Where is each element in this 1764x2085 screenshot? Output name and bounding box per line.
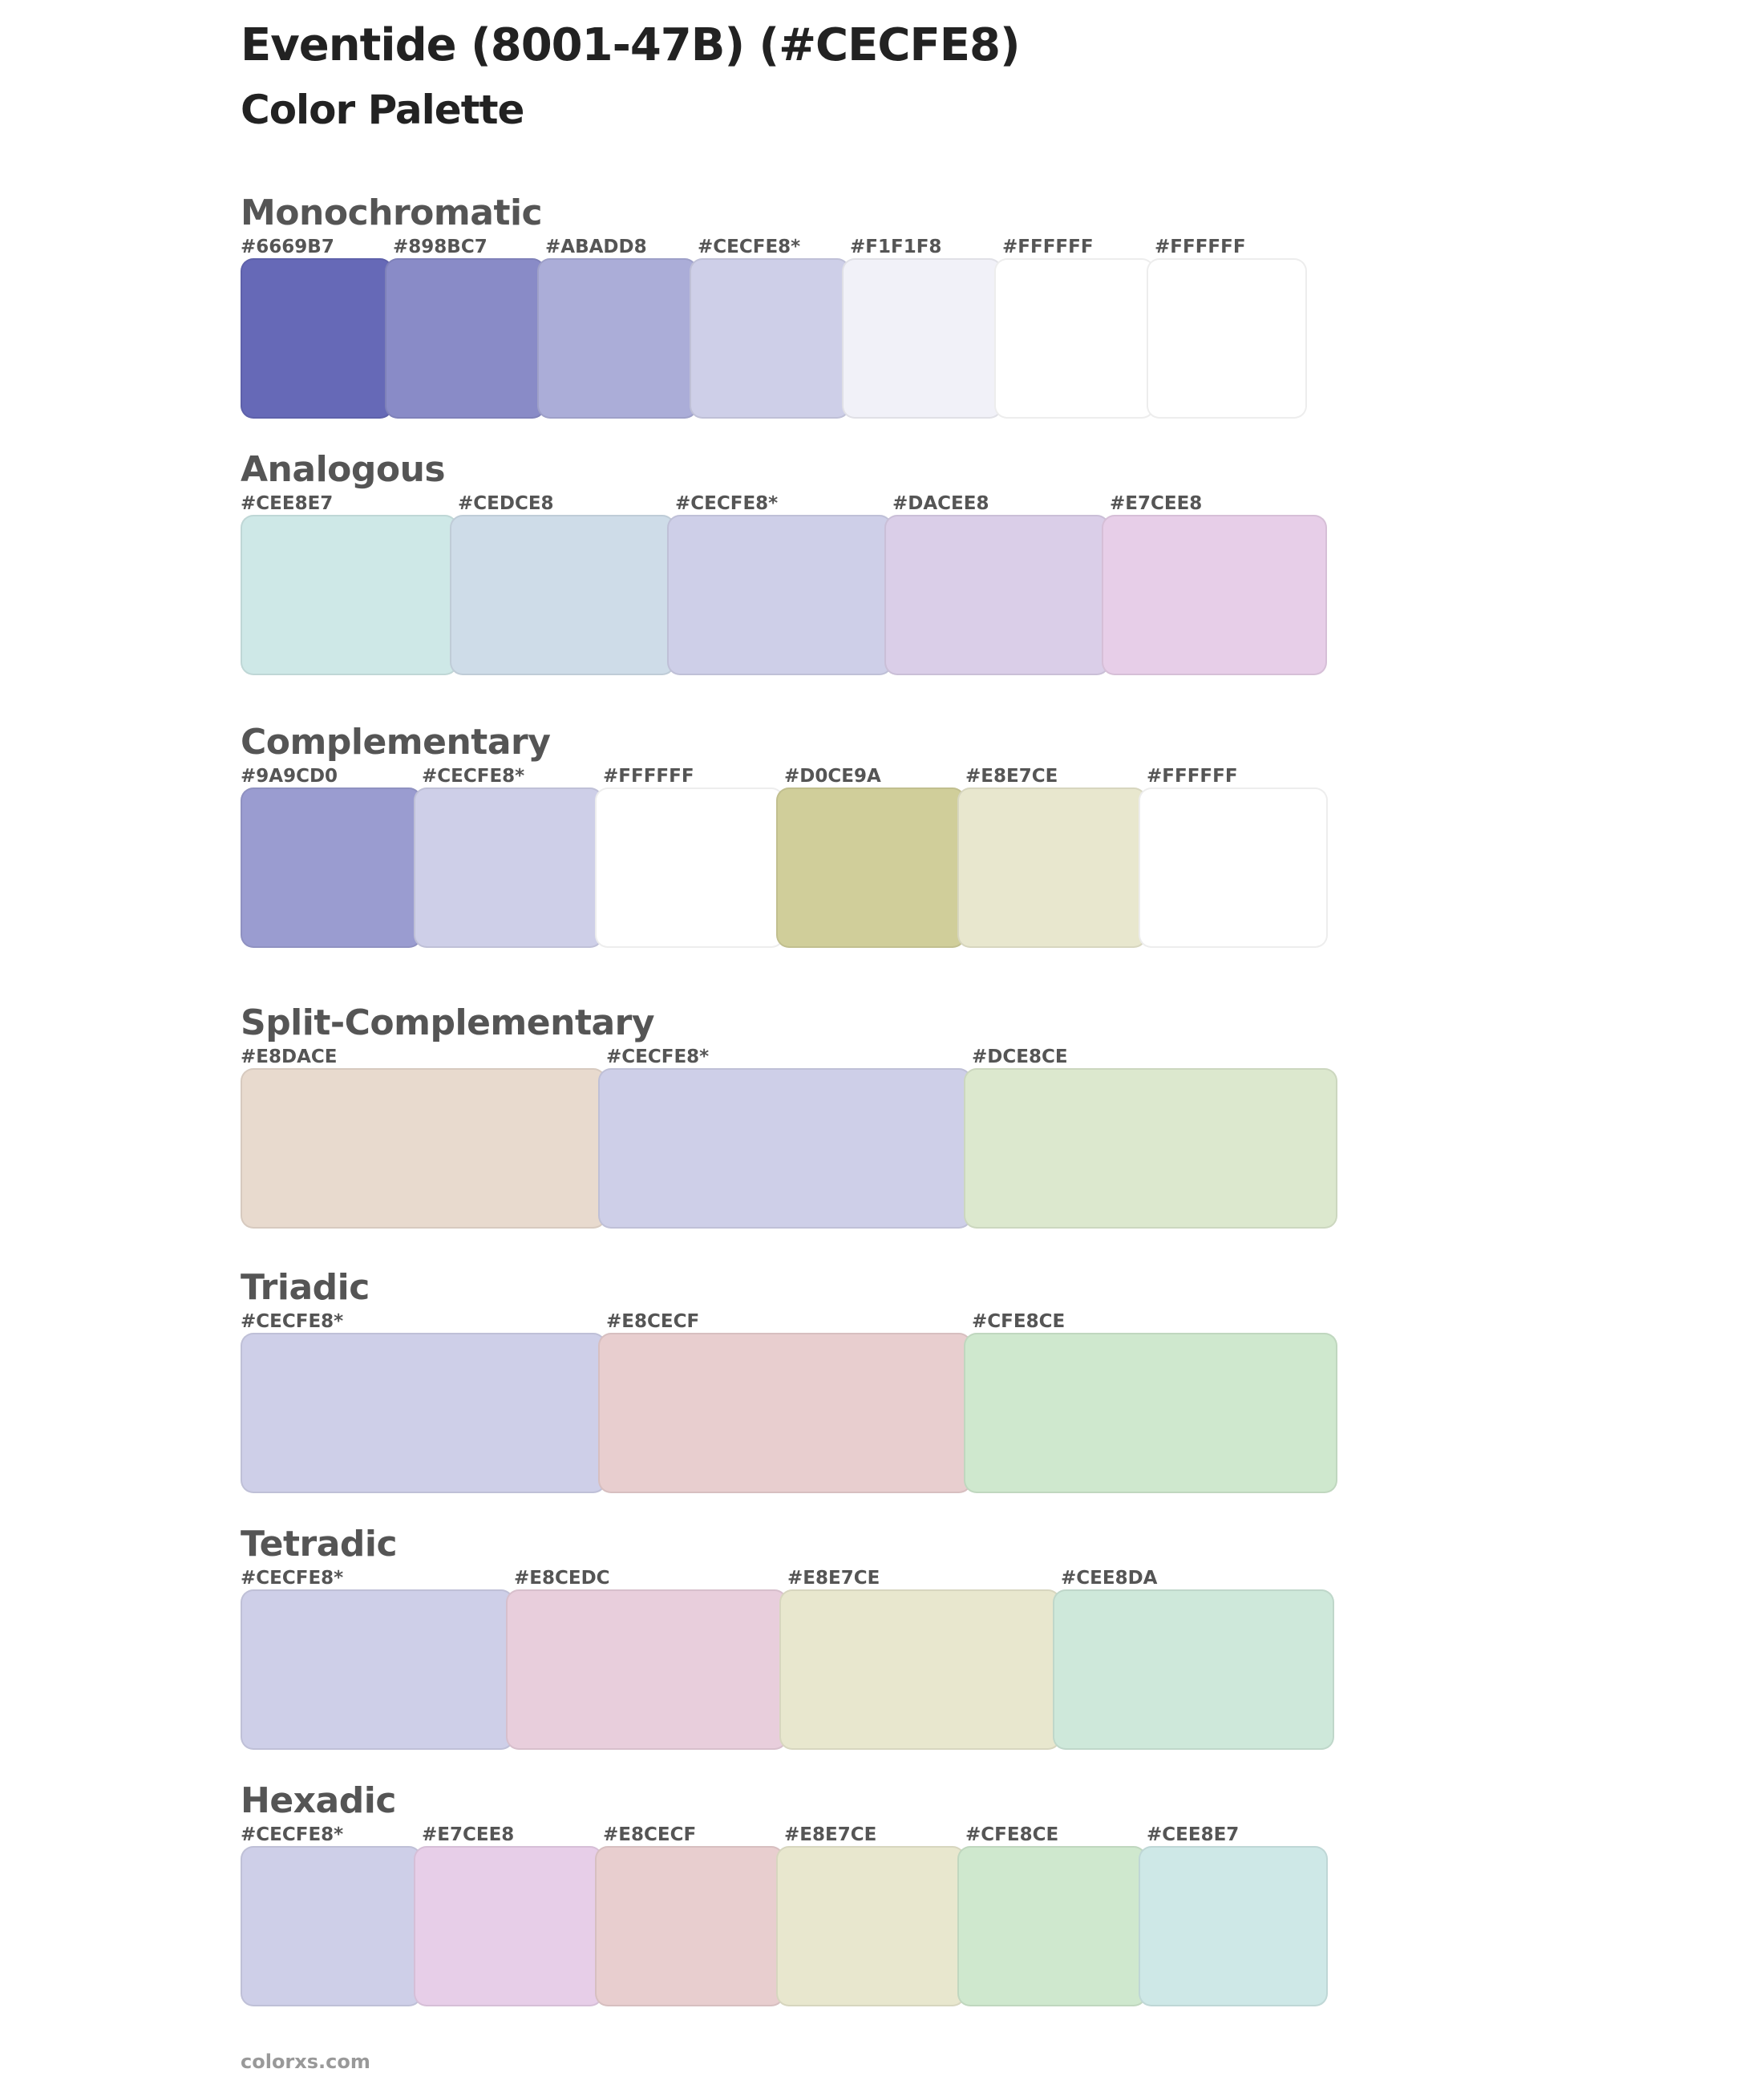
swatch-hex-label: #E8DACE (241, 1047, 338, 1067)
swatch-color-chip[interactable] (385, 258, 545, 419)
color-swatch[interactable] (603, 765, 784, 948)
swatch-color-chip[interactable] (957, 1846, 1147, 2006)
color-swatch[interactable] (241, 1310, 606, 1493)
swatch-hex-label: #FFFFFF (1002, 237, 1094, 257)
color-swatch[interactable] (784, 1824, 965, 2006)
color-swatch[interactable] (1147, 1824, 1328, 2006)
color-swatch[interactable] (422, 765, 603, 948)
swatch-color-chip[interactable] (776, 787, 965, 948)
swatch-hex-label: #FFFFFF (603, 766, 694, 787)
swatch-color-chip[interactable] (598, 1333, 972, 1493)
swatch-color-chip[interactable] (690, 258, 850, 419)
section-title: Monochromatic (241, 192, 543, 233)
color-swatch[interactable] (458, 492, 675, 675)
color-swatch[interactable] (972, 1046, 1337, 1229)
swatch-hex-label: #9A9CD0 (241, 766, 338, 787)
swatch-color-chip[interactable] (1139, 787, 1328, 948)
color-swatch[interactable] (606, 1310, 972, 1493)
color-swatch[interactable] (241, 765, 422, 948)
color-swatch[interactable] (787, 1567, 1061, 1750)
swatch-hex-label: #CECFE8* (422, 766, 525, 787)
swatch-color-chip[interactable] (241, 515, 458, 675)
swatch-color-chip[interactable] (241, 1589, 514, 1750)
color-swatch[interactable] (1061, 1567, 1334, 1750)
swatch-hex-label: #898BC7 (393, 237, 488, 257)
swatch-color-chip[interactable] (241, 1846, 422, 2006)
swatch-hex-label: #CEE8E7 (241, 493, 334, 514)
section-title: Hexadic (241, 1780, 396, 1821)
color-swatch[interactable] (241, 1046, 606, 1229)
swatch-hex-label: #CEDCE8 (458, 493, 554, 514)
swatch-color-chip[interactable] (667, 515, 892, 675)
section-title: Analogous (241, 449, 446, 490)
swatch-color-chip[interactable] (957, 787, 1147, 948)
swatch-hex-label: #CECFE8* (698, 237, 801, 257)
swatch-row (241, 1567, 1334, 1750)
swatch-color-chip[interactable] (241, 787, 422, 948)
swatch-hex-label: #DACEE8 (892, 493, 989, 514)
swatch-hex-label: #E8CECF (606, 1311, 700, 1332)
swatch-hex-label: #E7CEE8 (422, 1824, 515, 1845)
swatch-hex-label: #E7CEE8 (1110, 493, 1203, 514)
color-swatch[interactable] (784, 765, 965, 948)
swatch-row (241, 492, 1327, 675)
swatch-color-chip[interactable] (506, 1589, 787, 1750)
swatch-color-chip[interactable] (884, 515, 1110, 675)
swatch-hex-label: #CECFE8* (241, 1311, 344, 1332)
color-swatch[interactable] (698, 236, 850, 419)
swatch-hex-label: #FFFFFF (1147, 766, 1238, 787)
color-swatch[interactable] (1110, 492, 1327, 675)
swatch-hex-label: #E8CECF (603, 1824, 697, 1845)
swatch-row (241, 765, 1328, 948)
swatch-color-chip[interactable] (994, 258, 1155, 419)
swatch-color-chip[interactable] (241, 1068, 606, 1229)
swatch-color-chip[interactable] (537, 258, 698, 419)
swatch-color-chip[interactable] (964, 1333, 1337, 1493)
swatch-hex-label: #CECFE8* (241, 1568, 344, 1589)
color-swatch[interactable] (241, 236, 393, 419)
swatch-hex-label: #DCE8CE (972, 1047, 1068, 1067)
swatch-hex-label: #ABADD8 (545, 237, 647, 257)
swatch-row (241, 1824, 1328, 2006)
swatch-hex-label: #E8E7CE (787, 1568, 880, 1589)
swatch-color-chip[interactable] (241, 258, 393, 419)
color-swatch[interactable] (1002, 236, 1155, 419)
swatch-color-chip[interactable] (595, 1846, 784, 2006)
swatch-row (241, 1310, 1337, 1493)
swatch-color-chip[interactable] (1147, 258, 1307, 419)
swatch-hex-label: #CECFE8* (675, 493, 779, 514)
color-swatch[interactable] (514, 1567, 787, 1750)
swatch-hex-label: #E8E7CE (965, 766, 1058, 787)
swatch-color-chip[interactable] (414, 1846, 603, 2006)
swatch-color-chip[interactable] (842, 258, 1002, 419)
swatch-row (241, 236, 1307, 419)
swatch-hex-label: #CFE8CE (965, 1824, 1059, 1845)
section-title: Tetradic (241, 1524, 398, 1565)
swatch-color-chip[interactable] (414, 787, 603, 948)
color-swatch[interactable] (965, 1824, 1147, 2006)
color-swatch[interactable] (1147, 765, 1328, 948)
color-swatch[interactable] (1155, 236, 1307, 419)
swatch-hex-label: #E8E7CE (784, 1824, 877, 1845)
swatch-hex-label: #CECFE8* (606, 1047, 710, 1067)
swatch-color-chip[interactable] (450, 515, 675, 675)
swatch-row (241, 1046, 1337, 1229)
swatch-color-chip[interactable] (1053, 1589, 1334, 1750)
color-swatch[interactable] (972, 1310, 1337, 1493)
swatch-color-chip[interactable] (964, 1068, 1337, 1229)
swatch-color-chip[interactable] (595, 787, 784, 948)
color-swatch[interactable] (965, 765, 1147, 948)
swatch-color-chip[interactable] (776, 1846, 965, 2006)
page-title: Eventide (8001-47B) (#CECFE8) (241, 19, 1020, 71)
color-swatch[interactable] (892, 492, 1110, 675)
color-swatch[interactable] (545, 236, 698, 419)
swatch-color-chip[interactable] (241, 1333, 606, 1493)
swatch-hex-label: #FFFFFF (1155, 237, 1246, 257)
swatch-hex-label: #CFE8CE (972, 1311, 1066, 1332)
swatch-color-chip[interactable] (598, 1068, 972, 1229)
color-swatch[interactable] (241, 492, 458, 675)
color-swatch[interactable] (393, 236, 545, 419)
color-swatch[interactable] (603, 1824, 784, 2006)
swatch-hex-label: #CEE8E7 (1147, 1824, 1240, 1845)
swatch-hex-label: #6669B7 (241, 237, 334, 257)
swatch-hex-label: #E8CEDC (514, 1568, 610, 1589)
section-title: Triadic (241, 1267, 370, 1308)
color-swatch[interactable] (241, 1567, 514, 1750)
color-swatch[interactable] (675, 492, 892, 675)
swatch-hex-label: #D0CE9A (784, 766, 881, 787)
page-subtitle: Color Palette (241, 87, 524, 133)
swatch-color-chip[interactable] (1102, 515, 1327, 675)
color-swatch[interactable] (606, 1046, 972, 1229)
swatch-hex-label: #CECFE8* (241, 1824, 344, 1845)
section-title: Split-Complementary (241, 1002, 655, 1043)
swatch-color-chip[interactable] (1139, 1846, 1328, 2006)
swatch-hex-label: #CEE8DA (1061, 1568, 1158, 1589)
color-swatch[interactable] (241, 1824, 422, 2006)
color-swatch[interactable] (422, 1824, 603, 2006)
color-swatch[interactable] (850, 236, 1002, 419)
site-footer-link[interactable]: colorxs.com (241, 2051, 370, 2073)
swatch-color-chip[interactable] (779, 1589, 1061, 1750)
swatch-hex-label: #F1F1F8 (850, 237, 942, 257)
section-title: Complementary (241, 722, 551, 763)
